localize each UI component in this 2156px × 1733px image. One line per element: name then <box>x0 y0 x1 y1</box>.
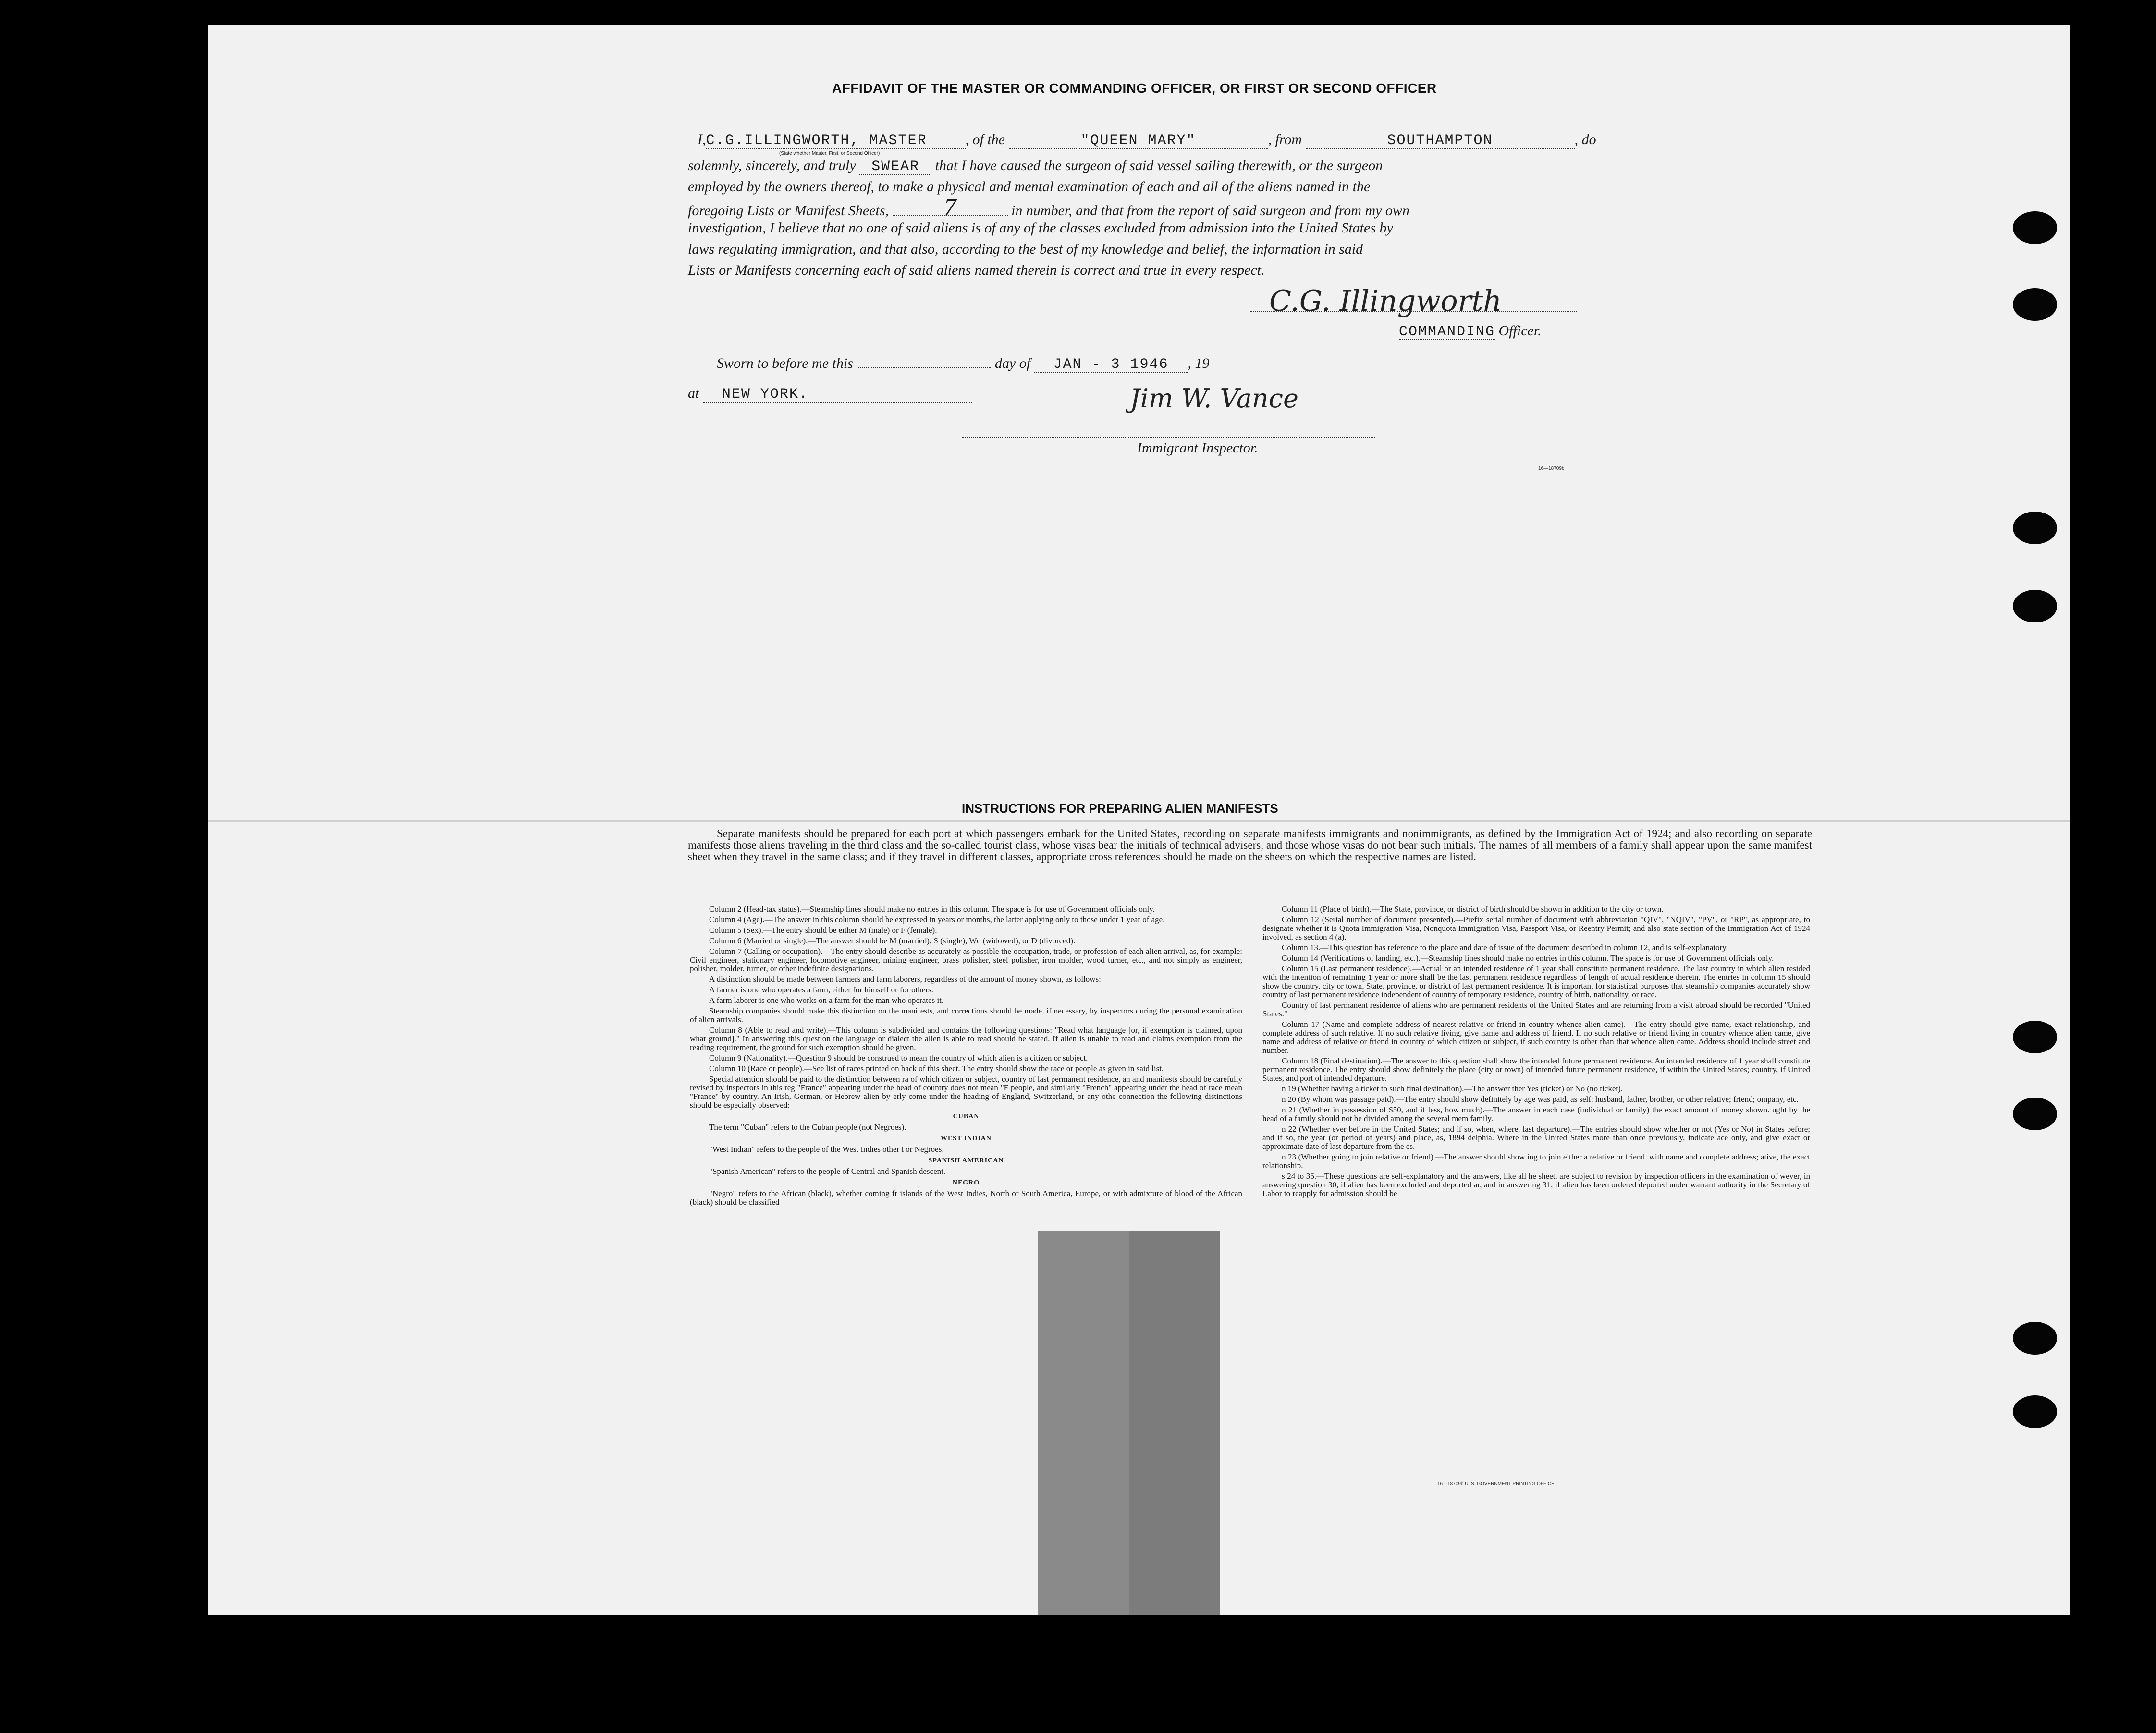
left-para: Column 10 (Race or people).—See list of races printed on back of this sheet. The entry should show the race or people as given in said list. <box>709 1064 1164 1073</box>
officer-line: COMMANDING Officer. <box>1399 323 1542 340</box>
binding-hole <box>2013 1098 2057 1130</box>
master-signature: C.G. Illingworth <box>1269 284 1502 318</box>
affidavit-line-2: solemnly, sincerely, and truly SWEAR that I have caused the surgeon of said vessel sailing therewith, or the surgeon <box>688 158 1383 175</box>
right-para: n 21 (Whether in possession of $50, and if less, how much).—The answer in each case (individual or family) the exact amount of money shown. ught by the head of a family should not be divided among the several mem family. <box>1262 1105 1810 1123</box>
inspector-signature: Jim W. Vance <box>1130 383 1298 414</box>
left-para: A distinction should be made between farmers and farm laborers, regardless of the amount of money shown, as follows: <box>709 975 1101 984</box>
west-indian-text: "West Indian" refers to the people of the West Indies other t or Negroes. <box>709 1145 944 1154</box>
instructions-intro: Separate manifests should be prepared for each port at which passengers embark for the United States, recording on separate manifests immigrants and nonimmigrants, as defined by the Immigration Act of 1924; and also recording on separate manifests those aliens traveling in the third class and the so-called tourist class, whose visas bear the initials of technical advisers, and those whose visas do not bear such initials. The names of all members of a family shall appear upon the same manifest sheet when they travel in the same class; and if they travel in different classes, appropriate cross references should be made on the sheets on which the respective names are listed. <box>688 828 1812 863</box>
left-para: Column 4 (Age).—The answer in this column should be expressed in years or months, the latter applying only to those under 1 year of age. <box>709 915 1165 924</box>
right-para: n 19 (Whether having a ticket to such final destination).—The answer ther Yes (ticket) or No (no ticket). <box>1282 1084 1623 1093</box>
right-para: s 24 to 36.—These questions are self-explanatory and the answers, like all he sheet, are subject to revision by inspection officers in the examination of wever, in answering question 30, if alien has been excluded and deported ar, and in answering 31, if alien has been ordered deported under warrant authority in the Secretary of Labor to reapply for admission should be <box>1262 1172 1810 1198</box>
binding-hole <box>2013 211 2057 244</box>
inspector-line <box>962 437 1375 438</box>
right-para: Column 17 (Name and complete address of nearest relative or friend in country whence alien came).—The entry should give name, exact relationship, and complete address of such relative. If no such relative living, give name and address of friend. If no such relative or friend living in country whence alien came, give name and address of relative or friend in country of which citizen or subject, if such country is other than that whence alien came. Address should include street and number. <box>1262 1020 1810 1055</box>
affidavit-line-5: investigation, I believe that no one of said aliens is of any of the classes excluded from admission into the United States by <box>688 220 1393 236</box>
right-para: Column 13.—This question has reference to the place and date of issue of the document described in column 12, and is self-explanatory. <box>1282 943 1728 952</box>
affidavit-line-4: foregoing Lists or Manifest Sheets, 7 in number, and that from the report of said surgeon and from my own <box>688 194 1409 221</box>
left-para: Column 9 (Nationality).—Question 9 should be construed to mean the country of which alien is a citizen or subject. <box>709 1053 1088 1062</box>
left-column <box>690 905 1242 1208</box>
printing-office-footer: 16—18709b U. S. GOVERNMENT PRINTING OFFICE <box>1437 1481 1555 1487</box>
affidavit-line-6: laws regulating immigration, and that also, according to the best of my knowledge and belief, the information in said <box>688 241 1363 257</box>
sheet-count: 7 <box>893 200 1008 216</box>
left-para: Steamship companies should make this distinction on the manifests, and corrections should be made, if necessary, by inspectors during the personal examination of alien arrivals. <box>690 1006 1242 1024</box>
at-line: at NEW YORK. <box>688 386 972 403</box>
affidavit-line-3: employed by the owners thereof, to make a physical and mental examination of each and all of the aliens named in the <box>688 179 1371 195</box>
sworn-place: NEW YORK. <box>703 387 972 403</box>
binding-hole <box>2013 1322 2057 1355</box>
negro-text: "Negro" refers to the African (black), whether coming fr islands of the West Indies, North or South America, Europe, or with admixture of blood of the African (black) should be classified <box>690 1189 1242 1207</box>
right-column <box>1262 905 1810 1200</box>
right-para: n 22 (Whether ever before in the United States; and if so, when, where, last departure).—The entries should show whether or not (Yes or No) in States before; and if so, the year (or period of years) and place, as, 1894 delphia. Where in the United States more than once previously, indicate ace only, and give exact or approximate date of last departure from the es. <box>1262 1124 1810 1151</box>
left-para: Column 6 (Married or single).—The answer should be M (married), S (single), Wd (widowed), or D (divorced). <box>709 936 1076 945</box>
signature-line <box>1250 311 1577 312</box>
right-para: Country of last permanent residence of aliens who are permanent residents of the United States and are returning from a visit abroad should be recorded "United States." <box>1262 1001 1810 1018</box>
left-para: Column 5 (Sex).—The entry should be either M (male) or F (female). <box>709 926 937 935</box>
binding-hole <box>2013 288 2057 321</box>
fold-line <box>208 820 2070 822</box>
right-para: Column 15 (Last permanent residence).—Actual or an intended residence of 1 year shall constitute permanent residence. The last country in which alien resided with the intention of remaining 1 year or more shall be the last permanent residence regardless of length of actual residence therein. The entries in column 15 should show the country, city or town, State, province, or district of last permanent residence. It is important for statistical purposes that steamship companies accurately show country of last permanent residence independent of country of temporary residence, country of birth, nationality, or race. <box>1262 964 1810 999</box>
right-para: n 23 (Whether going to join relative or friend).—The answer should show ing to join either a relative or friend, with name and complete address; ative, the exact relationship. <box>1262 1152 1810 1170</box>
document-sheet <box>208 25 2070 1615</box>
sworn-date: JAN - 3 1946 <box>1034 357 1188 373</box>
left-para: A farmer is one who operates a farm, either for himself or for others. <box>709 985 933 994</box>
binding-hole <box>2013 1395 2057 1428</box>
right-para: n 20 (By whom was passage paid).—The entry should show definitely by age was paid, as self; husband, father, brother, or other relative; friend; ompany, etc. <box>1282 1095 1799 1104</box>
inspector-label: Immigrant Inspector. <box>1137 440 1258 456</box>
cuban-heading: CUBAN <box>953 1113 980 1120</box>
departure-port: SOUTHAMPTON <box>1306 134 1575 149</box>
left-para: Column 7 (Calling or occupation).—The entry should describe as accurately as possible the occupation, trade, or profession of each alien arrival, as, for example: Civil engineer, stationary engineer, locomotive engineer, mining engineer, brass polisher, steel polisher, iron molder, wood turner, etc., and not simply as engineer, polisher, molder, turner, or other indefinite designations. <box>690 947 1242 973</box>
oath-type: SWEAR <box>859 159 931 175</box>
left-para: A farm laborer is one who works on a farm for the man who operates it. <box>709 996 944 1005</box>
master-name: C.G.ILLINGWORTH, MASTER <box>706 134 966 149</box>
spanish-american-heading: SPANISH AMERICAN <box>928 1157 1004 1164</box>
left-para: Column 2 (Head-tax status).—Steamship lines should make no entries in this column. The space is for use of Government officials only. <box>709 904 1155 914</box>
rank-note: (State whether Master, First, or Second Officer) <box>779 151 880 156</box>
right-para: Column 11 (Place of birth).—The State, province, or district of birth should be shown in addition to the city or town. <box>1282 904 1664 914</box>
ship-name: "QUEEN MARY" <box>1009 134 1268 149</box>
right-para: Column 12 (Serial number of document presented).—Prefix serial number of document with abbreviation "QIV", "NQIV", "PV", or "RP", as appropriate, to designate whether it is Quota Immigration Visa, Nonquota Immigration Visa, Passport Visa, or Reentry Permit; and also state section of the Immigration Act of 1924 involved, as section 4 (a). <box>1262 915 1810 941</box>
form-code: 16—18709b <box>1538 466 1565 471</box>
affidavit-line-7: Lists or Manifests concerning each of said aliens named therein is correct and true in every respect. <box>688 262 1265 278</box>
left-para: Column 8 (Able to read and write).—This column is subdivided and contains the following questions: "Read what language [or, if exemption is claimed, upon what ground]." In answering this question the language or dialect the alien is able to read should be stated. If alien is unable to read and claims exemption from the reading requirement, the ground for such exemption should be given. <box>690 1025 1242 1052</box>
binding-hole <box>2013 1021 2057 1053</box>
officer-rank: COMMANDING <box>1399 324 1495 340</box>
cuban-text: The term "Cuban" refers to the Cuban people (not Negroes). <box>709 1123 906 1132</box>
paper-tape-fold <box>1038 1231 1129 1615</box>
spanish-american-text: "Spanish American" refers to the people of Central and Spanish descent. <box>709 1167 946 1176</box>
right-para: Column 18 (Final destination).—The answer to this question shall show the intended future permanent residence. An intended residence of 1 year shall constitute permanent residence. The entry should show definitely the place (city or town) of intended future permanent residence, if within the United States; country, if United States, and port of intended departure. <box>1262 1056 1810 1083</box>
left-para: Special attention should be paid to the distinction between ra of which citizen or subject, country of last permanent residence, an and manifests should be carefully revised by inspectors in this reg "France" appearing under the head of country does not mean "F people, and similarly "French" appearing under the head of race mean "France" by country. An Irish, German, or Hebrew alien by erly come under the heading of England, Switzerland, or any othe connection the following distinctions should be especially observed: <box>690 1074 1242 1110</box>
binding-hole <box>2013 590 2057 622</box>
affidavit-title: AFFIDAVIT OF THE MASTER OR COMMANDING OFFICER, OR FIRST OR SECOND OFFICER <box>832 81 1437 96</box>
west-indian-heading: WEST INDIAN <box>940 1135 992 1142</box>
binding-hole <box>2013 512 2057 544</box>
affidavit-line-1: I,C.G.ILLINGWORTH, MASTER , of the "QUEEN MARY" , from SOUTHAMPTON , do <box>698 132 1596 149</box>
sworn-line: Sworn to before me this day of JAN - 3 1946 , 19 <box>717 355 1210 373</box>
right-para: Column 14 (Verifications of landing, etc.).—Steamship lines should make no entries in this column. The space is for use of Government officials only. <box>1282 953 1774 963</box>
instructions-title: INSTRUCTIONS FOR PREPARING ALIEN MANIFESTS <box>962 801 1278 816</box>
negro-heading: NEGRO <box>952 1179 980 1186</box>
